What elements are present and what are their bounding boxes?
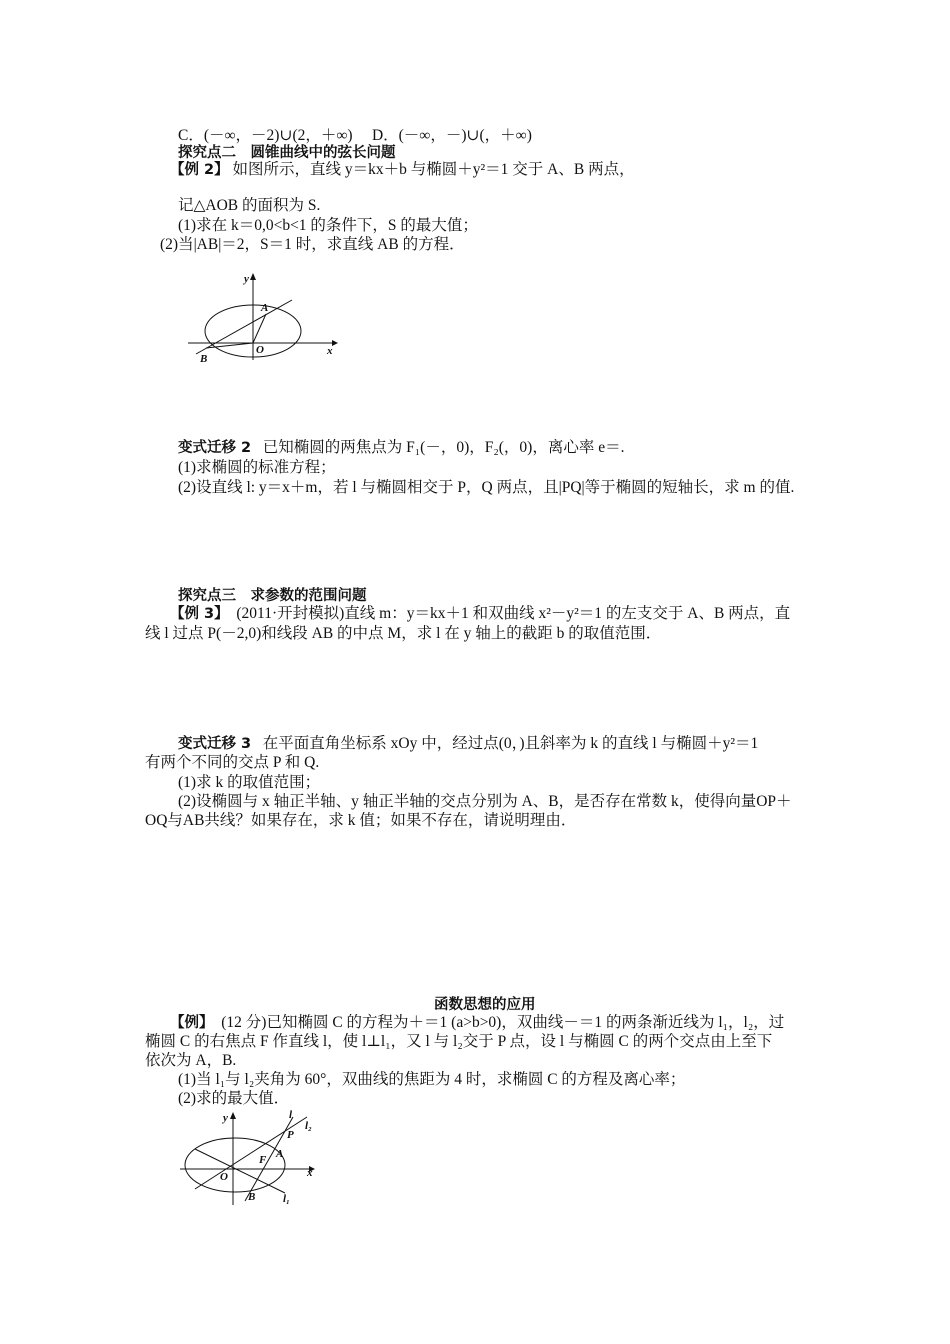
label-a: A — [261, 302, 269, 314]
section-heading-3: 探究点三 求参数的范围问题 — [178, 588, 367, 604]
y-axis-arrow — [230, 1112, 236, 1119]
example-line2: 椭圆 C 的右焦点 F 作直线 l，使 l⊥l₁，又 l 与 l₂交于 P 点，设 l 与椭圆 C 的两个交点由上至下 — [145, 1033, 773, 1050]
x-axis-arrow — [332, 340, 338, 346]
label-x: x — [327, 345, 333, 357]
label-p: P — [287, 1129, 294, 1141]
variant-2-tag: 变式迁移 2 — [178, 440, 252, 456]
variant-3-q1: (1)求 k 的取值范围； — [178, 774, 321, 791]
line-ab — [196, 300, 292, 354]
example-text: (12 分)已知椭圆 C 的方程为＋＝1 (a>b>0)，双曲线－＝1 的两条渐近线为 l₁，l₂，过 — [221, 1014, 785, 1031]
options-line: C．(－∞，－2)∪(2，＋∞) D．(－∞，－)∪(，＋∞) — [178, 127, 532, 144]
example-3-text: (2011·开封模拟)直线 m：y＝kx＋1 和双曲线 x²－y²＝1 的左支交于 A、B 两点，直 — [236, 605, 791, 622]
example-3-line2: 线 l 过点 P(－2,0)和线段 AB 的中点 M，求 l 在 y 轴上的截距 b 的取值范围． — [145, 625, 662, 642]
example-line3: 依次为 A，B. — [145, 1052, 237, 1069]
example-2-line — [170, 160, 635, 180]
ellipse-figure-1 — [180, 268, 345, 368]
label-l2: l₂ — [305, 1120, 312, 1132]
label-o: O — [220, 1171, 228, 1183]
example-3-line — [170, 604, 790, 624]
variant-3-line — [178, 734, 758, 754]
example-2-q2: (2)当|AB|＝2，S＝1 时，求直线 AB 的方程． — [160, 236, 465, 253]
example-3-tag: 【例 3】 — [170, 606, 229, 622]
example-2-line2: 记△AOB 的面积为 S. — [178, 197, 321, 214]
label-a: A — [276, 1148, 284, 1160]
label-f: F — [259, 1154, 267, 1166]
label-x: x — [307, 1167, 313, 1179]
label-b: B — [200, 353, 208, 365]
variant-2-q2: (2)设直线 l: y＝x＋m，若 l 与椭圆相交于 P，Q 两点，且|PQ|等于椭圆的短轴长，求 m 的值. — [178, 479, 795, 496]
y-axis-arrow — [250, 273, 256, 280]
example-line — [170, 1013, 784, 1033]
example-q2: (2)求的最大值． — [178, 1090, 290, 1107]
label-y: y — [244, 273, 249, 285]
variant-3-line2: 有两个不同的交点 P 和 Q. — [145, 754, 320, 771]
variant-2-line — [178, 438, 624, 458]
variant-3-text: 在平面直角坐标系 xOy 中，经过点(0，)且斜率为 k 的直线 l 与椭圆＋y²＝1 — [262, 735, 759, 752]
example-2-q1: (1)求在 k＝0,0<b<1 的条件下，S 的最大值； — [178, 217, 478, 234]
section-heading-2: 探究点二 圆锥曲线中的弦长问题 — [178, 145, 396, 161]
example-2-text: 如图所示，直线 y＝kx＋b 与椭圆＋y²＝1 交于 A、B 两点， — [232, 161, 635, 178]
example-2-tag: 【例 2】 — [170, 162, 229, 178]
label-b: B — [248, 1191, 256, 1203]
label-l1: l₁ — [283, 1193, 290, 1205]
variant-3-tag: 变式迁移 3 — [178, 736, 252, 752]
line-l — [245, 1117, 293, 1201]
example-tag: 【例】 — [170, 1015, 214, 1031]
ellipse-figure-2 — [175, 1105, 335, 1210]
variant-3-q2: (2)设椭圆与 x 轴正半轴、y 轴正半轴的交点分别为 A、B，是否存在常数 k，使得向量OP＋ — [178, 793, 792, 810]
section-title-function: 函数思想的应用 — [434, 997, 536, 1013]
label-l: l — [289, 1109, 293, 1121]
variant-2-q1: (1)求椭圆的标准方程； — [178, 459, 336, 476]
variant-2-text: 已知椭圆的两焦点为 F₁(－，0)，F₂(，0)，离心率 e＝. — [262, 439, 625, 456]
example-q1: (1)当 l₁与 l₂夹角为 60°，双曲线的焦距为 4 时，求椭圆 C 的方程及离心率； — [178, 1071, 686, 1088]
label-y: y — [223, 1112, 228, 1124]
label-o: O — [256, 344, 264, 356]
asymptote-l2 — [195, 1117, 307, 1189]
variant-3-q2b: OQ与AB共线？如果存在，求 k 值；如果不存在，请说明理由． — [145, 812, 577, 829]
ellipse — [185, 1138, 285, 1192]
